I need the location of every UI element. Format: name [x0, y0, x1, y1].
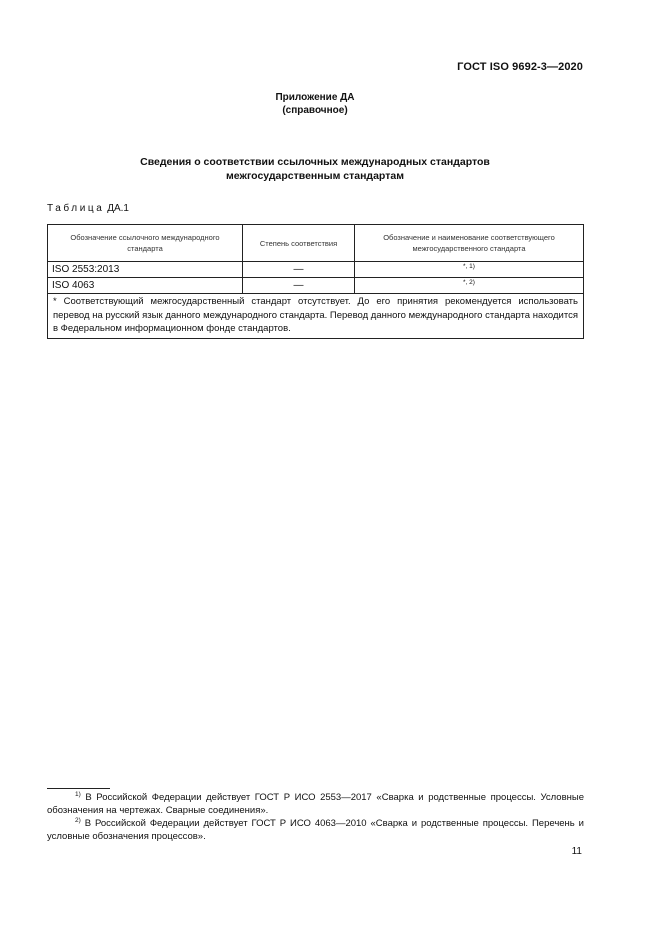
- table-caption-number: ДА.1: [107, 203, 129, 214]
- appendix-title: Приложение ДА: [275, 92, 355, 103]
- footnote-reference: *, 1): [463, 263, 475, 270]
- conformity-table: [47, 224, 584, 339]
- cell-reference: [355, 278, 584, 294]
- table-caption-word: Таблица: [47, 203, 105, 214]
- cell-standard: ISO 4063: [48, 278, 243, 294]
- appendix-subtitle: (справочное): [282, 105, 348, 116]
- cell-degree: —: [243, 262, 355, 278]
- footnote-separator: [47, 788, 110, 789]
- footnote-text: В Российской Федерации действует ГОСТ Р ИСО 4063—2010 «Сварка и родственные процессы. Перечень и условные обозначения процессов».: [47, 818, 584, 842]
- cell-reference: [355, 262, 584, 278]
- table-footnote: * Соответствующий межгосударственный стандарт отсутствует. До его принятия рекомендуется использовать перевод на русский язык данного международного стандарта. Перевод данного международного стандарта находится в Федеральном информационном фонде стандартов.: [48, 294, 584, 339]
- table-footnote-row: [48, 294, 584, 339]
- footnote-2: [47, 817, 584, 843]
- footnote-mark: 2): [75, 816, 81, 824]
- table-row: [48, 278, 584, 294]
- page-number: 11: [571, 846, 582, 857]
- column-header-international-standard: Обозначение ссылочного международного стандарта: [48, 225, 243, 262]
- footnote-reference: *, 2): [463, 279, 475, 286]
- section-heading-line-2: межгосударственным стандартам: [226, 170, 404, 182]
- footnote-mark: 1): [75, 790, 81, 798]
- page-footnotes: [47, 791, 584, 843]
- section-heading-line-1: Сведения о соответствии ссылочных международных стандартов: [140, 156, 490, 168]
- table-row: [48, 262, 584, 278]
- footnote-1: [47, 791, 584, 817]
- cell-standard: ISO 2553:2013: [48, 262, 243, 278]
- table-header-row: [48, 225, 584, 262]
- document-code: ГОСТ ISO 9692-3—2020: [457, 61, 583, 73]
- column-header-degree: Степень соответствия: [243, 225, 355, 262]
- column-header-interstate-standard: Обозначение и наименование соответствующего межгосударственного стандарта: [355, 225, 584, 262]
- table-caption: [47, 203, 129, 214]
- section-heading: [0, 155, 630, 183]
- footnote-text: В Российской Федерации действует ГОСТ Р ИСО 2553—2017 «Сварка и родственные процессы. Условные обозначения на чертежах. Сварные соединения».: [47, 792, 584, 816]
- cell-degree: —: [243, 278, 355, 294]
